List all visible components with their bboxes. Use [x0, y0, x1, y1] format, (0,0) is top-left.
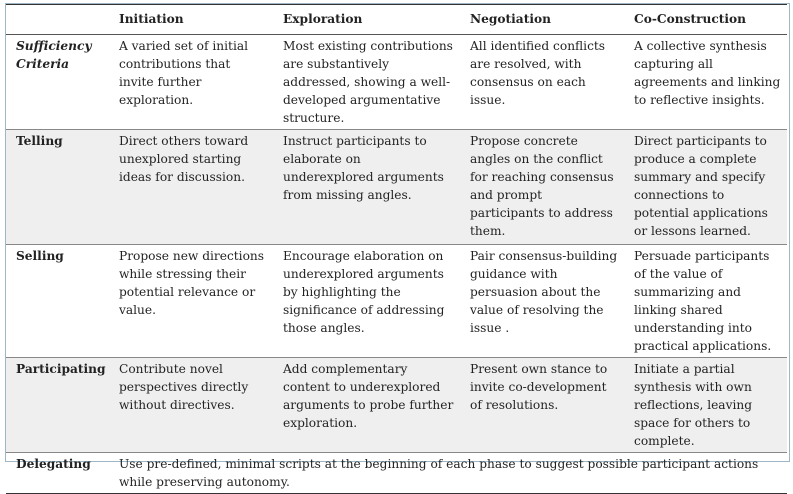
header-row: [6, 5, 787, 35]
table-cell: Contribute novel perspectives directly without directives.: [119, 362, 249, 412]
table-row: [6, 130, 787, 245]
table-cell: Direct others toward unexplored starting ideas for discussion.: [119, 134, 249, 184]
table-cell: Propose new directions while stressing their potential relevance or value.: [119, 249, 265, 317]
table-cell: Most existing contributions are substantively addressed, showing a well-developed argumentative structure.: [283, 39, 453, 125]
table-row: [6, 453, 787, 494]
header-corner: [6, 5, 109, 35]
comparison-table: [6, 4, 787, 494]
header-negotiation: Negotiation: [460, 5, 624, 35]
table-cell: Propose concrete angles on the conflict for reaching consensus and prompt participants to address them.: [470, 134, 614, 238]
table-row: [6, 358, 787, 453]
table-cell: Pair consensus-building guidance with persuasion about the value of resolving the issue .: [470, 249, 618, 335]
row-label-telling: Telling: [16, 134, 63, 148]
row-label-selling: Selling: [16, 249, 64, 263]
table-cell: All identified conflicts are resolved, with consensus on each issue.: [470, 39, 606, 107]
table-cell: A varied set of initial contributions that invite further exploration.: [119, 39, 249, 107]
table-cell: Add complementary content to underexplored arguments to probe further exploration.: [283, 362, 454, 430]
table-row: [6, 35, 787, 130]
table-row: [6, 245, 787, 358]
row-label-sufficiency-criteria: Sufficiency Criteria: [16, 39, 92, 71]
header-co-construction: Co-Construction: [624, 5, 787, 35]
table-cell: Initiate a partial synthesis with own reflections, leaving space for others to complete.: [634, 362, 753, 448]
table-cell: Persuade participants of the value of summarizing and linking shared understanding into practical applications.: [634, 249, 772, 353]
header-exploration: Exploration: [273, 5, 460, 35]
table-cell: Present own stance to invite co-development of resolutions.: [470, 362, 608, 412]
table-cell: Instruct participants to elaborate on underexplored arguments from missing angles.: [283, 134, 444, 202]
table-cell: Encourage elaboration on underexplored arguments by highlighting the significance of addressing those angles.: [283, 249, 445, 335]
row-label-participating: Participating: [16, 362, 106, 376]
header-initiation: Initiation: [109, 5, 273, 35]
table-cell: A collective synthesis capturing all agreements and linking to reflective insights.: [634, 39, 781, 107]
row-label-delegating: Delegating: [16, 457, 91, 471]
table-cell-span: Use pre-defined, minimal scripts at the beginning of each phase to suggest possible participant actions while preserving autonomy.: [119, 457, 759, 489]
table-frame: [5, 3, 790, 489]
table-cell: Direct participants to produce a complete summary and specify connections to potential applications or lessons learned.: [634, 134, 768, 238]
